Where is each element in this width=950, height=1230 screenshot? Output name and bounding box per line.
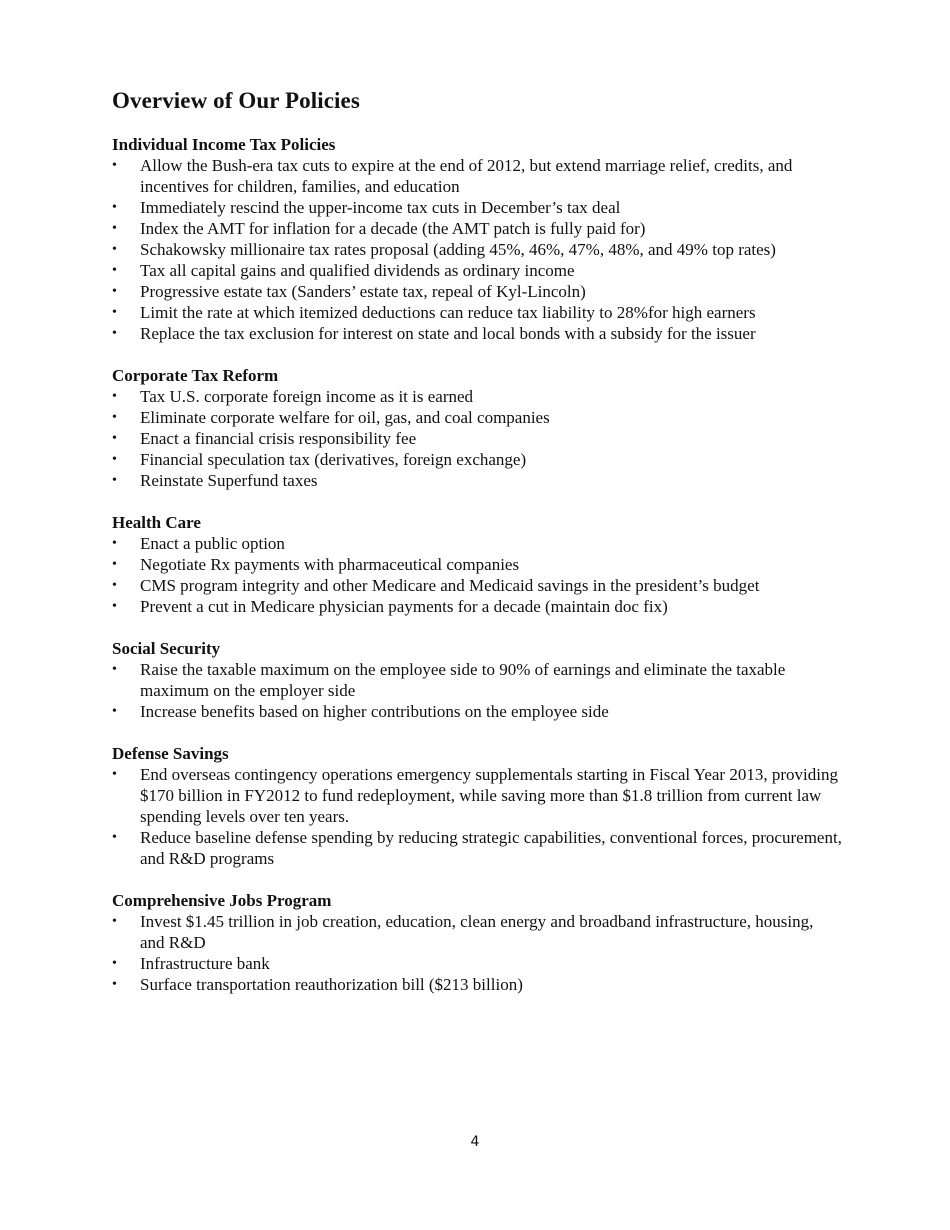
list-item: • Tax U.S. corporate foreign income as it is earned	[112, 387, 474, 406]
bullet-icon: •	[112, 536, 117, 551]
bullet-icon: •	[112, 263, 117, 278]
bullet-icon: •	[112, 578, 117, 593]
list-item: • Immediately rescind the upper-income tax cuts in December’s tax deal	[112, 198, 621, 217]
bullet-icon: •	[112, 305, 117, 320]
bullet-list	[112, 533, 842, 617]
list-item: • End overseas contingency operations emergency supplementals starting in Fiscal Year 2013, providing $170 billion in FY2012 to fund redeployment, while saving more than $1.8 trillion from current law spending levels over ten years.	[112, 765, 838, 826]
bullet-icon: •	[112, 452, 117, 467]
list-item: • Raise the taxable maximum on the employee side to 90% of earnings and eliminate the taxable maximum on the employer side	[112, 660, 786, 700]
section-comprehensive-jobs-program	[112, 890, 842, 995]
list-item: • Surface transportation reauthorization bill ($213 billion)	[112, 975, 523, 994]
list-item: • Negotiate Rx payments with pharmaceutical companies	[112, 555, 520, 574]
bullet-icon: •	[112, 599, 117, 614]
bullet-list	[112, 155, 842, 344]
bullet-icon: •	[112, 473, 117, 488]
list-item: • Limit the rate at which itemized deductions can reduce tax liability to 28%for high earners	[112, 303, 756, 322]
list-item: • Invest $1.45 trillion in job creation, education, clean energy and broadband infrastructure, housing, and R&D	[112, 912, 814, 952]
bullet-icon: •	[112, 704, 117, 719]
list-item: • Tax all capital gains and qualified dividends as ordinary income	[112, 261, 575, 280]
list-item: • Prevent a cut in Medicare physician payments for a decade (maintain doc fix)	[112, 597, 668, 616]
bullet-icon: •	[112, 557, 117, 572]
section-defense-savings	[112, 743, 842, 869]
list-item: • Reduce baseline defense spending by reducing strategic capabilities, conventional forces, procurement, and R&D programs	[112, 828, 842, 868]
bullet-icon: •	[112, 158, 117, 173]
bullet-icon: •	[112, 221, 117, 236]
list-item: • Increase benefits based on higher contributions on the employee side	[112, 702, 609, 721]
bullet-icon: •	[112, 410, 117, 425]
bullet-list	[112, 911, 842, 995]
page-number: 4	[470, 1134, 480, 1150]
list-item: • Eliminate corporate welfare for oil, gas, and coal companies	[112, 408, 550, 427]
list-item: • Progressive estate tax (Sanders’ estate tax, repeal of Kyl-Lincoln)	[112, 282, 586, 301]
list-item: • Enact a financial crisis responsibility fee	[112, 429, 417, 448]
section-heading: Corporate Tax Reform	[112, 366, 279, 385]
section-heading: Defense Savings	[112, 744, 229, 763]
list-item: • Schakowsky millionaire tax rates proposal (adding 45%, 46%, 47%, 48%, and 49% top rates)	[112, 240, 776, 259]
list-item: • Index the AMT for inflation for a decade (the AMT patch is fully paid for)	[112, 219, 646, 238]
section-social-security	[112, 638, 842, 722]
section-health-care	[112, 512, 842, 617]
section-individual-income-tax	[112, 134, 842, 344]
list-item: • CMS program integrity and other Medicare and Medicaid savings in the president’s budget	[112, 576, 760, 595]
section-corporate-tax-reform	[112, 365, 842, 491]
list-item: • Financial speculation tax (derivatives, foreign exchange)	[112, 450, 527, 469]
list-item: • Enact a public option	[112, 534, 285, 553]
bullet-icon: •	[112, 956, 117, 971]
bullet-icon: •	[112, 389, 117, 404]
document-page	[112, 88, 842, 1016]
bullet-icon: •	[112, 914, 117, 929]
bullet-icon: •	[112, 830, 117, 845]
bullet-icon: •	[112, 977, 117, 992]
bullet-list	[112, 386, 842, 491]
list-item: • Reinstate Superfund taxes	[112, 471, 318, 490]
bullet-icon: •	[112, 200, 117, 215]
section-heading: Comprehensive Jobs Program	[112, 891, 332, 910]
bullet-icon: •	[112, 662, 117, 677]
page-title: Overview of Our Policies	[112, 88, 360, 113]
bullet-icon: •	[112, 431, 117, 446]
bullet-icon: •	[112, 242, 117, 257]
bullet-icon: •	[112, 284, 117, 299]
list-item: • Replace the tax exclusion for interest on state and local bonds with a subsidy for the issuer	[112, 324, 756, 343]
list-item: • Infrastructure bank	[112, 954, 270, 973]
list-item: • Allow the Bush-era tax cuts to expire at the end of 2012, but extend marriage relief, credits, and incentives for children, families, and education	[112, 156, 793, 196]
bullet-list	[112, 659, 842, 722]
bullet-list	[112, 764, 842, 869]
section-heading: Health Care	[112, 513, 201, 532]
section-heading: Individual Income Tax Policies	[112, 135, 336, 154]
bullet-icon: •	[112, 767, 117, 782]
section-heading: Social Security	[112, 639, 221, 658]
bullet-icon: •	[112, 326, 117, 341]
